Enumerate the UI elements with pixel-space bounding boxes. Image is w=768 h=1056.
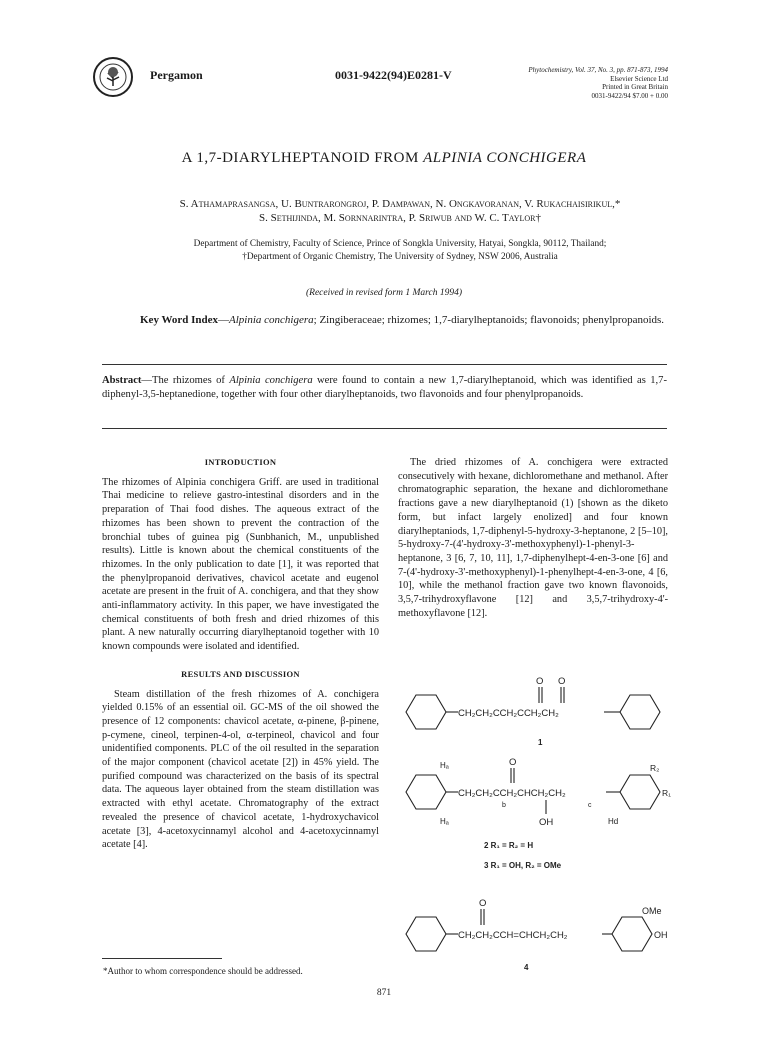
s2-hb: b (502, 802, 506, 809)
aryl-ring-right-4 (612, 917, 652, 951)
footnote-rule (102, 958, 222, 959)
journal-printed: Printed in Great Britain (602, 83, 668, 91)
phenyl-ring-right-1 (620, 695, 660, 729)
title-text: A 1,7-DIARYLHEPTANOID FROM (181, 150, 424, 166)
authors-line-2: S. Sethijinda, M. Sornnarintra, P. Sriwub and W. C. Taylor† (258, 212, 542, 224)
s2-chain: CH₂CH₂CCH₂CHCH₂CH₂ (458, 788, 566, 799)
author-list (120, 197, 680, 225)
chemical-structures (398, 672, 673, 982)
authors-line-1: S. Athamaprasangsa, U. Buntrarongroj, P. Dampawan, N. Ongkavoranan, V. Rukachaisirikul,* (179, 198, 621, 210)
abstract-species: Alpinia conchigera (229, 375, 313, 386)
publisher-name: Pergamon (150, 68, 203, 82)
s1-oxygen-1: O (536, 676, 544, 687)
paper-title (0, 150, 768, 167)
abstract (102, 374, 667, 402)
phenyl-ring-left-4 (406, 917, 446, 951)
phenyl-ring-left-1 (406, 695, 446, 729)
s2-ha-top: Hₐ (440, 761, 449, 770)
s4-oxygen: O (479, 898, 487, 909)
left-column (102, 456, 379, 852)
journal-publisher: Elsevier Science Ltd (610, 74, 668, 83)
s3-label: 3 R₁ = OH, R₂ = OMe (484, 861, 562, 870)
introduction-paragraph: The rhizomes of Alpinia conchigera Griff. are used in traditional Thai medicine to relieve gastro-intestinal disorders and in the preparation of Thai food dishes. The aqueous extract of the rhizomes has been shown to prevent the contraction of the bronchial tubes of guinea pig (Sunbhanich, M., unpublished results). Little is known about the chemical constituents of the rhizomes. In the only publication to date [1], it was reported that the phenylpropanoid derivatives, chavicol acetate and eugenol acetate are present in the fruit of A. conchigera, and that they show anti-inflammatory activity. In this paper, we have investigated the chemical constituents of both fresh and dried rhizomes of this plant. A new naturally occurring diarylheptanoid together with 10 known compounds were isolated and identified. (102, 476, 379, 653)
s2-hd: Hd (608, 817, 619, 826)
results-paragraph: Steam distillation of the fresh rhizomes of A. conchigera yielded 0.15% of an essential oil. GC-MS of the oil showed the presence of 12 components: chavicol acetate, α-pinene, β-pinene, p-cymene, cineol, terpinen-4-ol, α-terpineol, chavicol and four unidentified components. PLC of the oil resulted in the separation of the major component (chavicol acetate [2]) in 45% yield. The purified compound was characterized on the basis of its spectral data. The aqueous layer obtained from the steam distillation was extracted with ethyl acetate. Chromatography of the extract revealed the presence of chavicol acetate, 1-hydroxychavicol acetate [3], 4-acetoxycinnamyl alcohol and 4-acetoxycinnamyl acetate [4]. (102, 688, 379, 851)
journal-info (480, 66, 668, 100)
s2-oxygen: O (509, 757, 517, 768)
journal-citation: Phytochemistry, Vol. 37, No. 3, pp. 871-873, 1994 (528, 66, 668, 74)
footnote: *Author to whom correspondence should be addressed. (103, 966, 303, 976)
abstract-part-2: were found to contain a new 1,7-diarylheptanoid, which was identified as 1,7-diphenyl-3,5-heptanedione, together with four other diarylheptanoids, two flavonoids and four phenylpropanoids. (102, 375, 668, 400)
abstract-bottom-rule (102, 428, 667, 429)
s1-oxygen-2: O (558, 676, 566, 687)
s2-r1: R₁ (662, 788, 672, 798)
abstract-top-rule (102, 364, 667, 365)
introduction-heading: INTRODUCTION (204, 457, 277, 467)
page-number: 871 (376, 988, 392, 998)
results-heading: RESULTS AND DISCUSSION (181, 668, 300, 679)
s2-ha-bottom: Hₐ (440, 817, 449, 826)
keywords-dash: — (218, 314, 230, 326)
right-paragraph: The dried rhizomes of A. conchigera were extracted consecutively with hexane, dichloromethane and methanol. After chromatographic separation, the hexane and dichloromethane fractions gave a new diarylheptanoid (1) [shown as the diketo form, but infact largely enolized] and four known diarylheptaniods, 1,7-diphenyl-5-hydroxy-3-heptanone, 2 [5–10], 5-hydroxy-7-(4'-hydroxy-3'-methoxyphenyl)-1-phenyl-3-heptanone, 3 [6, 7, 10, 11], 1,7-diphenylhept-4-en-3-one [6] and 7-(4'-hydroxy-3'-methoxyphenyl)-1-phenylhept-4-en-3-one, 4 [6, 10], while the methanol fraction gave two known flavonoids, 3,5,7-trihydroxyflavone [12] and 3,5,7-trihydroxy-4'-methoxyflavone [12]. (398, 457, 668, 619)
journal-issn: 0031-9422/94 $7.00 + 0.00 (591, 91, 668, 100)
s2-hydroxyl: OH (539, 817, 554, 828)
abstract-label: Abstract (102, 375, 142, 386)
keywords-species: Alpinia conchigera (229, 314, 314, 326)
received-date: (Received in revised form 1 March 1994) (306, 288, 462, 298)
tree-emblem-icon (98, 62, 128, 92)
publisher-logo (93, 57, 133, 97)
keywords-label: Key Word Index (140, 314, 219, 326)
keywords-rest: ; Zingiberaceae; rhizomes; 1,7-diarylheptanoids; flavonoids; phenylpropanoids. (313, 314, 665, 326)
affiliations (100, 238, 700, 264)
s4-chain: CH₂CH₂CCH=CHCH₂CH₂ (458, 930, 568, 941)
phenyl-ring-left-2 (406, 775, 446, 809)
s4-label: 4 (524, 963, 529, 972)
right-column (398, 456, 668, 620)
s4-methoxy: OMe (642, 906, 662, 916)
title-species: ALPINIA CONCHIGERA (423, 150, 587, 166)
s2-label: 2 R₁ = R₂ = H (484, 841, 534, 850)
keywords (140, 313, 670, 327)
s2-r2: R₂ (650, 763, 660, 773)
s1-chain: CH₂CH₂CCH₂CCH₂CH₂ (458, 708, 559, 719)
abstract-part-1: —The rhizomes of (141, 375, 230, 386)
s2-hc: c (588, 802, 592, 809)
s4-hydroxyl: OH (654, 930, 668, 940)
affiliation-2: †Department of Organic Chemistry, The University of Sydney, NSW 2006, Australia (242, 252, 558, 262)
aryl-ring-right-2 (620, 775, 660, 809)
document-code: 0031-9422(94)E0281-V (335, 68, 452, 82)
s1-label: 1 (538, 738, 543, 747)
affiliation-1: Department of Chemistry, Faculty of Science, Prince of Songkla University, Hatyai, Songkla, 90112, Thailand; (193, 239, 607, 249)
